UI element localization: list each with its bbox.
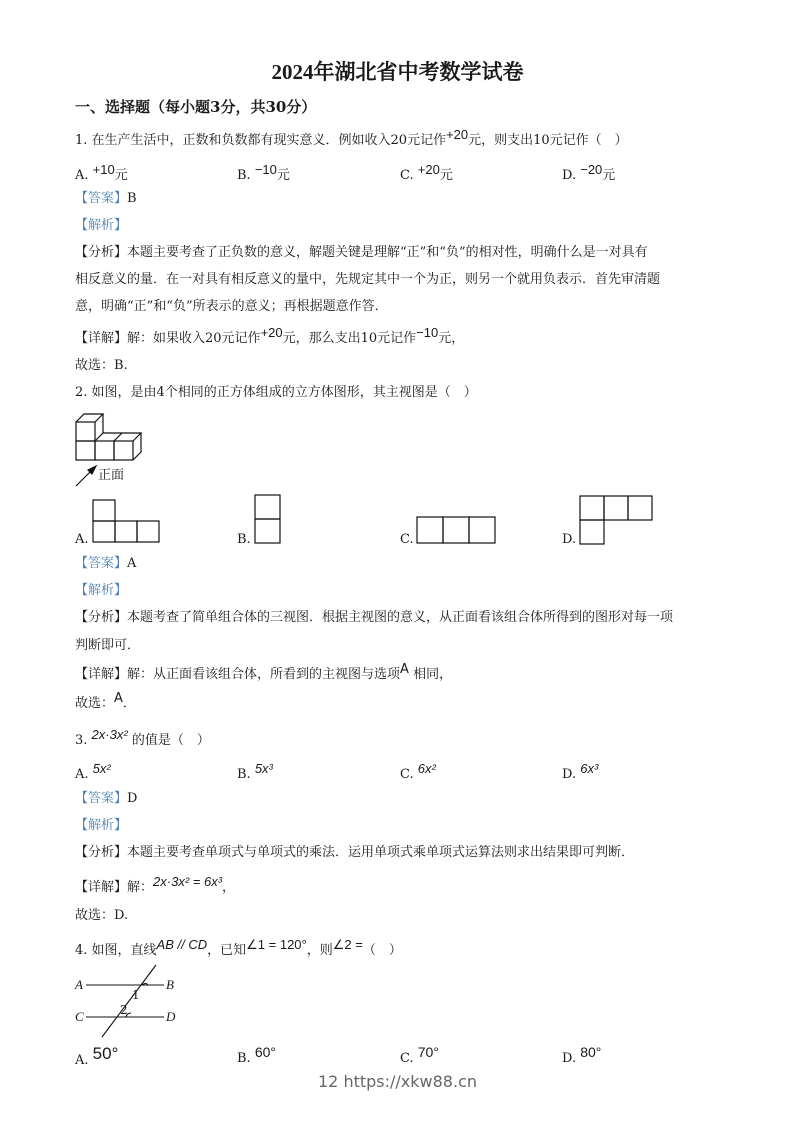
- q1-option-a: A. +10元: [75, 162, 128, 183]
- q2-option-c-figure: [416, 516, 498, 546]
- question-3-stem: 3. 2x·3x² 的值是（ ）: [75, 727, 210, 748]
- q1-option-b: B. −10元: [237, 162, 290, 183]
- q2-answer: 【答案】A: [75, 556, 137, 571]
- q1-answer: 【答案】B: [75, 191, 137, 206]
- q2-option-d-figure: [579, 495, 655, 547]
- point-b-label: B: [166, 977, 174, 992]
- angle-2-label: 2: [120, 1003, 128, 1017]
- section-heading: 一、选择题（每小题3分，共30分）: [75, 98, 317, 116]
- q1-fenxi-line-2: 相反意义的量．在一对具有相反意义的量中，先规定其中一个为正，则另一个就用负表示．首先审清题: [75, 272, 661, 287]
- question-1-stem: 1. 在生产生活中，正数和负数都有现实意义．例如收入20元记作+20元，则支出10元记作（ ）: [75, 127, 628, 148]
- q3-xiangjie: 【详解】解：2x·3x² = 6x³，: [75, 874, 236, 895]
- q3-answer: 【答案】D: [75, 791, 138, 806]
- front-label: 正面: [98, 468, 125, 483]
- q1-choose: 故选：B.: [75, 358, 128, 373]
- q1-option-d: D. −20元: [562, 162, 616, 183]
- q1-xiangjie: 【详解】解：如果收入20元记作+20元，那么支出10元记作−10元，: [75, 325, 465, 346]
- q2-option-a-figure: [92, 499, 162, 545]
- page-title: 2024年湖北省中考数学试卷: [271, 60, 524, 84]
- q1-fenxi-line-3: 意，明确“正”和“负”所表示的意义；再根据题意作答．: [75, 299, 388, 314]
- q2-option-b-label: B.: [237, 532, 251, 547]
- q3-choose: 故选：D.: [75, 908, 129, 923]
- q2-option-a-label: A.: [75, 532, 89, 547]
- q4-option-a: A. 50°: [75, 1044, 119, 1068]
- q3-option-c: C. 6x²: [400, 761, 436, 782]
- point-c-label: C: [75, 1009, 84, 1024]
- q2-fenxi-line-2: 判断即可．: [75, 638, 141, 653]
- q3-option-b: B. 5x³: [237, 761, 273, 782]
- q2-option-c-label: C.: [400, 532, 414, 547]
- point-d-label: D: [166, 1009, 176, 1024]
- q3-option-a: A. 5x²: [75, 761, 111, 782]
- q3-fenxi: 【分析】本题主要考查单项式与单项式的乘法．运用单项式乘单项式运算法则求出结果即可判断．: [75, 845, 635, 860]
- q2-xiangjie: 【详解】解：从正面看该组合体，所看到的主视图与选项A 相同，: [75, 662, 453, 682]
- q1-fenxi-line-1: 【分析】本题主要考查了正负数的意义，解题关键是理解“正”和“负”的相对性，明确什么是一对具有: [75, 245, 648, 260]
- q2-analysis-label: 【解析】: [75, 583, 128, 598]
- q4-option-c: C. 70°: [400, 1044, 439, 1066]
- q2-choose: 故选：A．: [75, 691, 136, 711]
- angle-1-label: 1: [132, 988, 140, 1002]
- q1-analysis-label: 【解析】: [75, 218, 128, 233]
- question-4-stem: 4. 如图，直线AB // CD，已知∠1 = 120°，则∠2 =（ ）: [75, 937, 402, 958]
- q1-option-c: C. +20元: [400, 162, 453, 183]
- q3-analysis-label: 【解析】: [75, 818, 128, 833]
- q3-option-d: D. 6x³: [562, 761, 599, 782]
- page-footer: 12 https://xkw88.cn: [318, 1072, 477, 1091]
- question-2-stem: 2. 如图，是由4个相同的正方体组成的立方体图形，其主视图是（ ）: [75, 385, 477, 400]
- q4-option-d: D. 80°: [562, 1044, 602, 1066]
- q4-option-b: B. 60°: [237, 1044, 276, 1066]
- q2-option-b-figure: [254, 494, 282, 546]
- q2-option-d-label: D.: [562, 532, 577, 547]
- point-a-label: A: [75, 977, 83, 992]
- q2-fenxi-line-1: 【分析】本题考查了简单组合体的三视图．根据主视图的意义，从正面看该组合体所得到的图形对每一项: [75, 610, 674, 625]
